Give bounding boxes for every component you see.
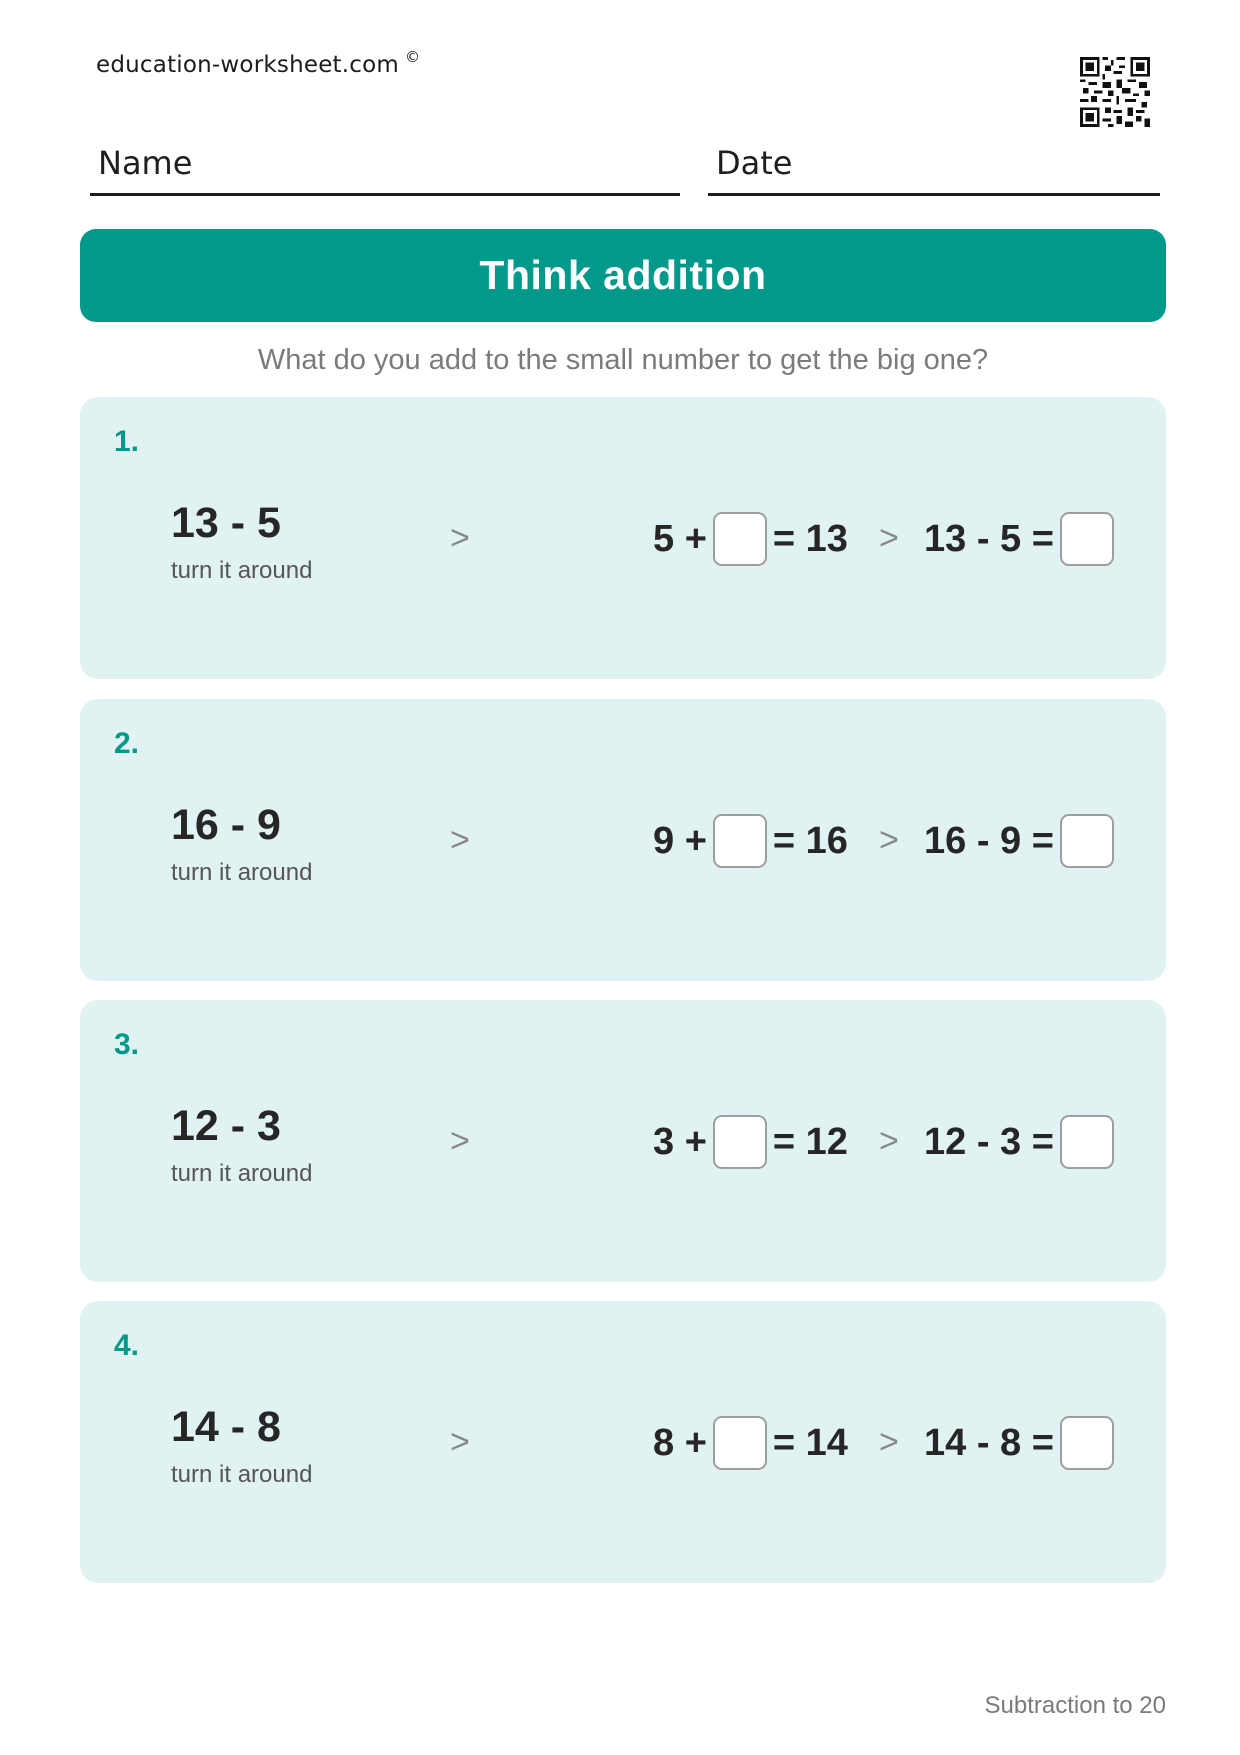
arrow-icon: > xyxy=(879,519,899,557)
arrow-icon: > xyxy=(450,519,470,557)
arrow-icon: > xyxy=(450,1423,470,1461)
subtraction-equation xyxy=(924,811,1120,871)
subtraction-expression: 13 - 5 = xyxy=(924,517,1054,560)
answer-box[interactable] xyxy=(713,1416,767,1470)
subtraction-equation xyxy=(924,509,1120,569)
arrow-icon: > xyxy=(879,1423,899,1461)
arrow-icon: > xyxy=(879,1122,899,1160)
answer-box[interactable] xyxy=(713,1115,767,1169)
problem-card xyxy=(80,397,1166,679)
date-label: Date xyxy=(716,144,793,182)
addend: 9 + xyxy=(653,819,707,862)
problem-expression: 16 - 9 xyxy=(171,801,281,849)
site-name xyxy=(96,48,420,78)
title-banner xyxy=(80,229,1166,322)
problem-hint: turn it around xyxy=(171,1461,313,1488)
sum: = 12 xyxy=(772,1120,848,1163)
subtraction-expression: 16 - 9 = xyxy=(924,819,1054,862)
subtraction-expression: 12 - 3 = xyxy=(924,1120,1054,1163)
site-url: education-worksheet.com xyxy=(96,52,399,78)
problem-hint: turn it around xyxy=(171,1160,313,1187)
addition-equation xyxy=(653,1413,848,1473)
arrow-icon: > xyxy=(450,1122,470,1160)
answer-box[interactable] xyxy=(713,814,767,868)
problem-expression: 14 - 8 xyxy=(171,1403,281,1451)
addend: 8 + xyxy=(653,1421,707,1464)
problem-card xyxy=(80,1000,1166,1282)
subtraction-equation xyxy=(924,1112,1120,1172)
addition-equation xyxy=(653,1112,848,1172)
sum: = 16 xyxy=(772,819,848,862)
problem-expression: 12 - 3 xyxy=(171,1102,281,1150)
problem-number: 1. xyxy=(114,425,140,458)
sum: = 13 xyxy=(772,517,848,560)
problem-card xyxy=(80,1301,1166,1583)
problem-number: 4. xyxy=(114,1329,140,1362)
addend: 5 + xyxy=(653,517,707,560)
answer-box[interactable] xyxy=(1060,1115,1114,1169)
subtraction-expression: 14 - 8 = xyxy=(924,1421,1054,1464)
problem-number: 2. xyxy=(114,727,140,760)
name-field[interactable] xyxy=(90,144,680,196)
subtraction-equation xyxy=(924,1413,1120,1473)
arrow-icon: > xyxy=(879,821,899,859)
answer-box[interactable] xyxy=(1060,512,1114,566)
problem-hint: turn it around xyxy=(171,859,313,886)
qr-code-icon xyxy=(1080,57,1150,127)
footer-topic: Subtraction to 20 xyxy=(984,1692,1166,1719)
problem-card xyxy=(80,699,1166,981)
sum: = 14 xyxy=(772,1421,848,1464)
name-label: Name xyxy=(98,144,193,182)
addend: 3 + xyxy=(653,1120,707,1163)
problem-number: 3. xyxy=(114,1028,140,1061)
answer-box[interactable] xyxy=(1060,1416,1114,1470)
worksheet-title: Think addition xyxy=(479,252,767,298)
addition-equation xyxy=(653,811,848,871)
arrow-icon: > xyxy=(450,821,470,859)
answer-box[interactable] xyxy=(1060,814,1114,868)
addition-equation xyxy=(653,509,848,569)
problem-expression: 13 - 5 xyxy=(171,499,281,547)
instruction: What do you add to the small number to get the big one? xyxy=(257,344,989,376)
answer-box[interactable] xyxy=(713,512,767,566)
date-field[interactable] xyxy=(708,144,1160,196)
copyright-symbol: © xyxy=(405,48,421,66)
problem-hint: turn it around xyxy=(171,557,313,584)
